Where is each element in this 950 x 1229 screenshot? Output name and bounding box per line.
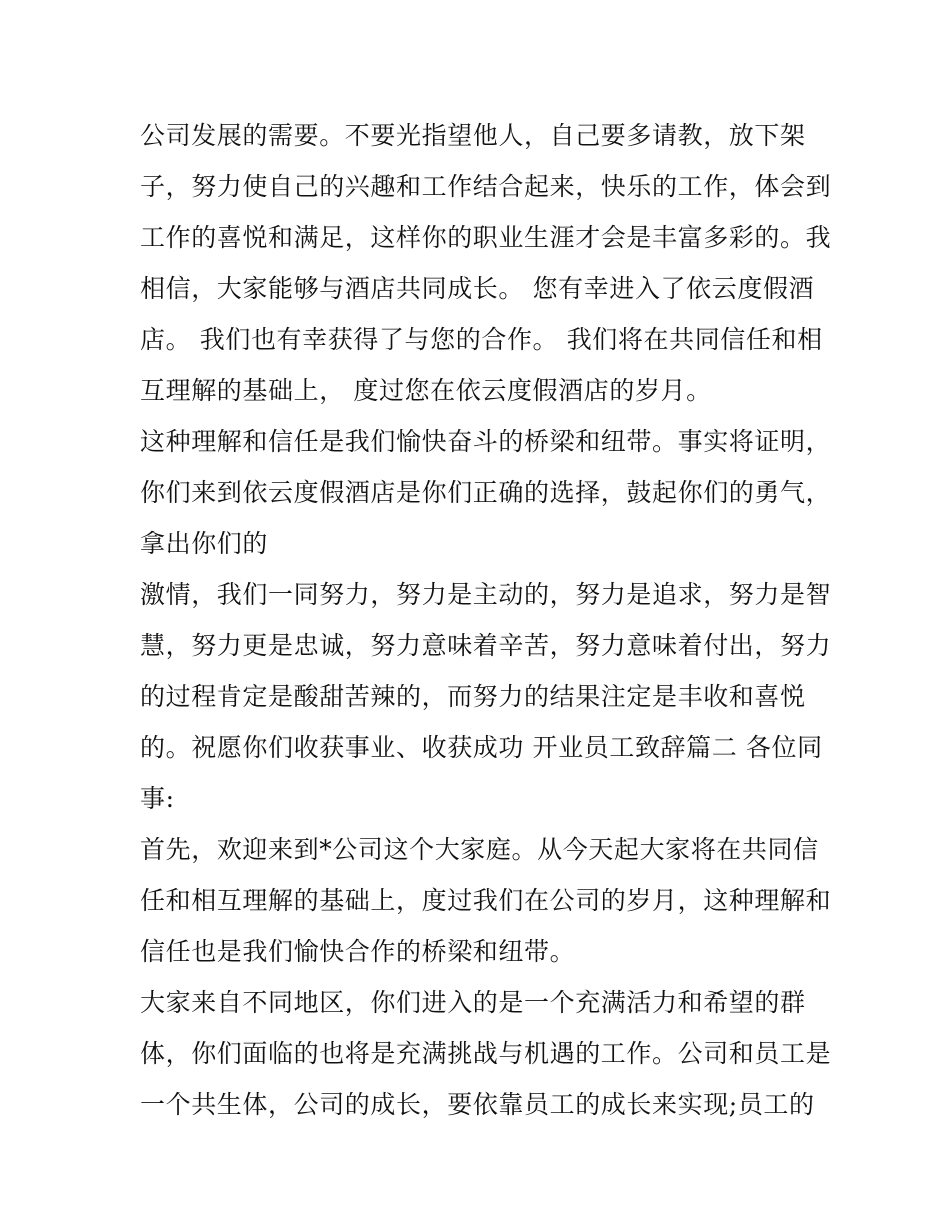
text-line: 激情，我们一同努力，努力是主动的，努力是追求，努力是智 — [140, 580, 832, 609]
text-line: 公司发展的需要。不要光指望他人，自己要多请教，放下架 — [140, 121, 806, 150]
text-line: 子，努力使自己的兴趣和工作结合起来，快乐的工作，体会到 — [140, 172, 832, 201]
text-line: 一个共生体，公司的成长，要依靠员工的成长来实现;员工的 — [140, 1090, 815, 1119]
text-line: 任和相互理解的基础上，度过我们在公司的岁月，这种理解和 — [140, 886, 832, 915]
text-line: 的。祝愿你们收获事业、收获成功 开业员工致辞篇二 各位同 — [140, 733, 823, 762]
text-line: 信任也是我们愉快合作的桥梁和纽带。 — [140, 937, 576, 966]
text-line: 拿出你们的 — [140, 529, 269, 558]
body-text — [140, 110, 830, 1130]
text-line: 工作的喜悦和满足，这样你的职业生涯才会是丰富多彩的。我 — [140, 223, 832, 252]
text-line: 大家来自不同地区，你们进入的是一个充满活力和希望的群 — [140, 988, 806, 1017]
text-line: 这种理解和信任是我们愉快奋斗的桥梁和纽带。事实将证明， — [140, 427, 832, 456]
text-line: 的过程肯定是酸甜苦辣的，而努力的结果注定是丰收和喜悦 — [140, 682, 806, 711]
text-line: 体，你们面临的也将是充满挑战与机遇的工作。公司和员工是 — [140, 1039, 832, 1068]
text-line: 你们来到依云度假酒店是你们正确的选择，鼓起你们的勇气， — [140, 478, 832, 507]
text-line: 慧，努力更是忠诚，努力意味着辛苦，努力意味着付出，努力 — [140, 631, 832, 660]
text-line: 首先，欢迎来到*公司这个大家庭。从今天起大家将在共同信 — [140, 835, 819, 864]
text-line: 事: — [140, 784, 175, 813]
text-line: 互理解的基础上， 度过您在依云度假酒店的岁月。 — [140, 376, 712, 405]
text-line: 相信，大家能够与酒店共同成长。 您有幸进入了依云度假酒 — [140, 274, 815, 303]
text-line: 店。 我们也有幸获得了与您的合作。 我们将在共同信任和相 — [140, 325, 823, 354]
